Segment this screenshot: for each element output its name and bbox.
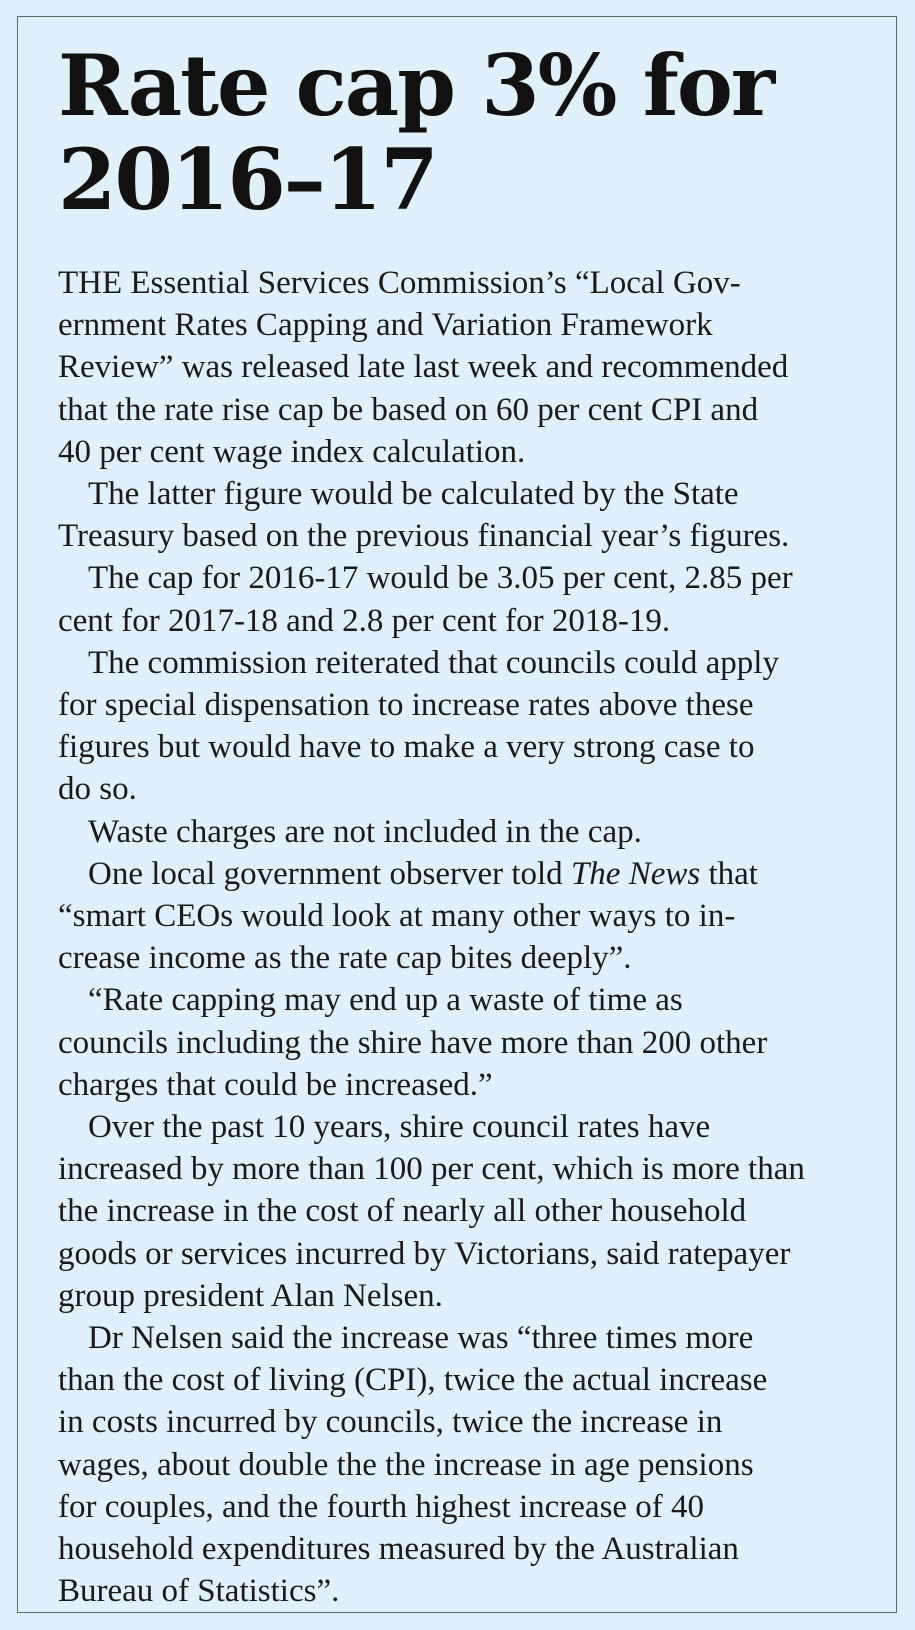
body-line: Bureau of Statistics”. xyxy=(58,1573,340,1610)
body-line: “Rate capping may end up a waste of time as xyxy=(88,982,683,1019)
body-text: One local government observer told xyxy=(88,855,571,892)
body-line: household expenditures measured by the Australian xyxy=(58,1531,739,1568)
body-line: for couples, and the fourth highest increase of 40 xyxy=(58,1488,705,1525)
body-line: figures but would have to make a very strong case to xyxy=(58,729,755,766)
body-line: for special dispensation to increase rates above these xyxy=(58,687,754,724)
body-line: cent for 2017-18 and 2.8 per cent for 2018-19. xyxy=(58,602,671,639)
article-body xyxy=(58,262,903,1613)
article-headline xyxy=(58,36,908,229)
body-text: that xyxy=(700,855,758,892)
headline-line-1: Rate cap 3% for xyxy=(58,36,774,135)
body-line: “smart CEOs would look at many other ways to in- xyxy=(58,898,736,935)
body-line: The latter figure would be calculated by the State xyxy=(88,476,739,513)
article-frame xyxy=(17,16,897,1613)
body-line-with-italic xyxy=(58,853,903,895)
body-line: increased by more than 100 per cent, which is more than xyxy=(58,1151,805,1188)
headline-line-2: 2016–17 xyxy=(58,130,437,229)
body-line: goods or services incurred by Victorians, said ratepayer xyxy=(58,1235,791,1272)
body-line: than the cost of living (CPI), twice the actual increase xyxy=(58,1362,768,1399)
body-line: that the rate rise cap be based on 60 per cent CPI and xyxy=(58,391,759,428)
body-line: Treasury based on the previous financial year’s figures. xyxy=(58,518,790,555)
body-line: do so. xyxy=(58,771,137,808)
body-line: Over the past 10 years, shire council rates have xyxy=(88,1109,711,1146)
body-line: in costs incurred by councils, twice the increase in xyxy=(58,1404,723,1441)
body-line: group president Alan Nelsen. xyxy=(58,1277,443,1314)
body-line: 40 per cent wage index calculation. xyxy=(58,433,526,470)
body-line: ernment Rates Capping and Variation Framework xyxy=(58,307,713,344)
body-line: The commission reiterated that councils could apply xyxy=(88,644,779,681)
body-line: crease income as the rate cap bites deeply”. xyxy=(58,940,632,977)
body-line: The cap for 2016-17 would be 3.05 per cent, 2.85 per xyxy=(88,560,793,597)
body-line: Waste charges are not included in the cap. xyxy=(88,813,642,850)
body-line: Dr Nelsen said the increase was “three times more xyxy=(88,1320,754,1357)
body-line: THE Essential Services Commission’s “Local Gov- xyxy=(58,265,741,301)
body-line: wages, about double the the increase in age pensions xyxy=(58,1446,754,1483)
body-line: Review” was released late last week and recommended xyxy=(58,349,789,386)
body-line: charges that could be increased.” xyxy=(58,1066,493,1103)
body-line: the increase in the cost of nearly all other household xyxy=(58,1193,747,1230)
body-line: councils including the shire have more than 200 other xyxy=(58,1024,768,1061)
publication-name: The News xyxy=(570,855,701,892)
